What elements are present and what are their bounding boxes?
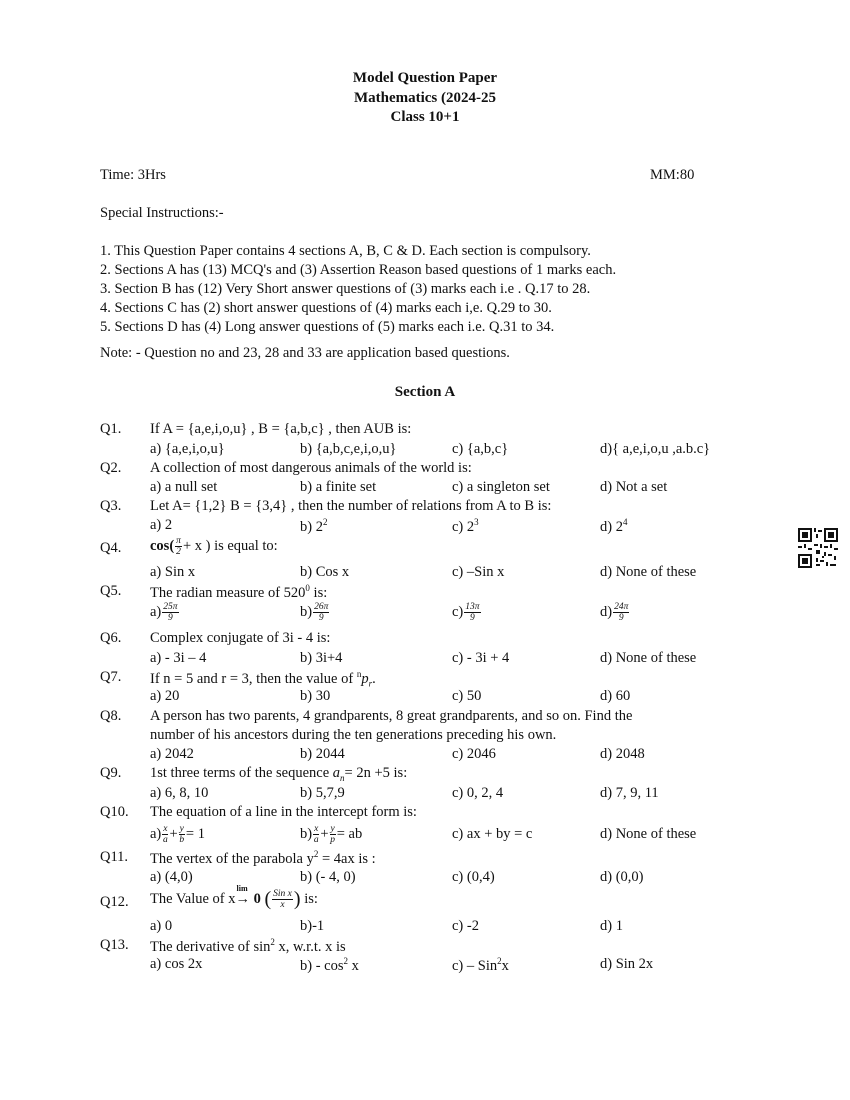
option-d: d) $2^4$ (600, 517, 628, 535)
option-c: c) $2^3$ (452, 517, 479, 535)
question-number: Q7. (100, 669, 122, 685)
instruction-item: 5. Sections D has (4) Long answer questions of (5) marks each i.e. Q.31 to 34. (100, 319, 555, 335)
option-b: b) {a,b,c,e,i,o,u} (300, 441, 397, 457)
option-b: b) 30 (300, 688, 331, 704)
option-c: c) - 3i + 4 (452, 650, 510, 666)
option-d: d) $\frac{24\pi}{9}$ (600, 602, 629, 623)
question-number: Q6. (100, 630, 122, 646)
option-b: b) a finite set (300, 479, 377, 495)
option-c: c) $\frac{13\pi}{9}$ (452, 602, 480, 623)
question-number: Q8. (100, 708, 122, 724)
instruction-item: 4. Sections C has (2) short answer questions of (4) marks each i,e. Q.29 to 30. (100, 300, 552, 316)
question-text: The Value of x lim → 0 ( $\frac{\text{Sin x}}{x}$ ) is: (150, 883, 318, 910)
option-c: c) a singleton set (452, 479, 550, 495)
option-a: a) (4,0) (150, 869, 193, 885)
option-b: b) (- 4, 0) (300, 869, 356, 885)
option-b: b) Cos x (300, 564, 350, 580)
question-text: The vertex of the parabola $y^2 = 4ax$ is : (150, 849, 376, 867)
option-a: a) 6, 8, 10 (150, 785, 209, 801)
option-d: d){ a,e,i,o,u ,a.b.c} (600, 441, 711, 457)
question-text: cos( $\frac{\pi}{2}$ + x ) is equal to: (150, 536, 278, 557)
option-b: b) 3i+4 (300, 650, 343, 666)
question-number: Q12. (100, 894, 129, 910)
option-c: c) – Sin$^2$x (452, 956, 509, 974)
option-d: d) Not a set (600, 479, 668, 495)
question-text-continued: number of his ancestors during the ten generations preceding his own. (150, 727, 557, 743)
question-number: Q9. (100, 765, 122, 781)
paper-class: Class 10+1 (390, 109, 460, 125)
question-text: A person has two parents, 4 grandparents, 8 great grandparents, and so on. Find the (150, 708, 633, 724)
option-a: a) {a,e,i,o,u} (150, 441, 225, 457)
question-number: Q1. (100, 421, 122, 437)
option-d: d) None of these (600, 650, 697, 666)
option-b: b) 2044 (300, 746, 345, 762)
question-number: Q13. (100, 937, 129, 953)
option-b: b) 5,7,9 (300, 785, 345, 801)
option-a: a) $\frac{x}{a}$ + $\frac{y}{b}$ = 1 (150, 824, 205, 845)
instructions-heading: Special Instructions:- (100, 205, 224, 221)
option-a: a) a null set (150, 479, 218, 495)
option-c: c) ax + by = c (452, 826, 533, 842)
option-d: d) 1 (600, 918, 623, 934)
section-title: Section A (394, 384, 456, 400)
option-b: b)-1 (300, 918, 325, 934)
qr-code-icon (798, 528, 838, 568)
option-d: d) 7, 9, 11 (600, 785, 659, 801)
option-c: c) 50 (452, 688, 482, 704)
question-text: The equation of a line in the intercept form is: (150, 804, 417, 820)
question-number: Q3. (100, 498, 122, 514)
option-a: a) 2 (150, 517, 173, 533)
option-c: c) 2046 (452, 746, 496, 762)
time-label: Time: 3Hrs (100, 167, 166, 183)
option-b: $b) - \cos^2 x$ (300, 956, 359, 974)
option-a: a) $\frac{25\pi}{9}$ (150, 602, 178, 623)
option-c: c) -2 (452, 918, 479, 934)
question-text: If A = {a,e,i,o,u} , B = {a,b,c} , then AUB is: (150, 421, 412, 437)
instructions-note: Note: - Question no and 23, 28 and 33 are application based questions. (100, 345, 510, 361)
option-c: c) 0, 2, 4 (452, 785, 504, 801)
question-text: The derivative of $\sin^2 x$, w.r.t. x is (150, 937, 346, 955)
question-text: The radian measure of $520^0$ is: (150, 583, 328, 601)
question-text: Let A= {1,2} B = {3,4} , then the number of relations from A to B is: (150, 498, 552, 514)
option-c: c) (0,4) (452, 869, 495, 885)
question-text: Complex conjugate of 3i - 4 is: (150, 630, 331, 646)
option-b: b) $\frac{26\pi}{9}$ (300, 602, 329, 623)
question-number: Q11. (100, 849, 129, 865)
option-d: d) 60 (600, 688, 631, 704)
paper-title: Model Question Paper (352, 70, 498, 86)
question-text: A collection of most dangerous animals of the world is: (150, 460, 472, 476)
option-a: a) 2042 (150, 746, 194, 762)
option-a: a) Sin x (150, 564, 196, 580)
option-b: b) $2^2$ (300, 517, 328, 535)
option-d: d) (0,0) (600, 869, 644, 885)
option-d: d) None of these (600, 826, 697, 842)
option-c: c) –Sin x (452, 564, 505, 580)
option-a: a) - 3i – 4 (150, 650, 207, 666)
option-c: c) {a,b,c} (452, 441, 509, 457)
option-a: a) cos 2x (150, 956, 203, 972)
question-number: Q5. (100, 583, 122, 599)
instruction-item: 2. Sections A has (13) MCQ's and (3) Assertion Reason based questions of 1 marks each. (100, 262, 617, 278)
option-a: a) 0 (150, 918, 173, 934)
option-b: b) $\frac{x}{a}$ + $\frac{y}{p}$ = ab (300, 824, 363, 845)
instruction-item: 1. This Question Paper contains 4 sections A, B, C & D. Each section is compulsory. (100, 243, 591, 259)
question-number: Q10. (100, 804, 129, 820)
max-marks-label: MM:80 (650, 167, 695, 183)
question-number: Q4. (100, 540, 122, 556)
question-number: Q2. (100, 460, 122, 476)
question-text: 1st three terms of the sequence $a_n= 2n +5$ is: (150, 765, 408, 783)
option-d: d) Sin 2x (600, 956, 654, 972)
question-text: If n = 5 and r = 3, then the value of $^np_r$. (150, 669, 376, 689)
option-d: d) None of these (600, 564, 697, 580)
instruction-item: 3. Section B has (12) Very Short answer questions of (3) marks each i.e . Q.17 to 28. (100, 281, 591, 297)
paper-subject: Mathematics (2024-25 (353, 90, 497, 106)
option-a: a) 20 (150, 688, 180, 704)
option-d: d) 2048 (600, 746, 645, 762)
